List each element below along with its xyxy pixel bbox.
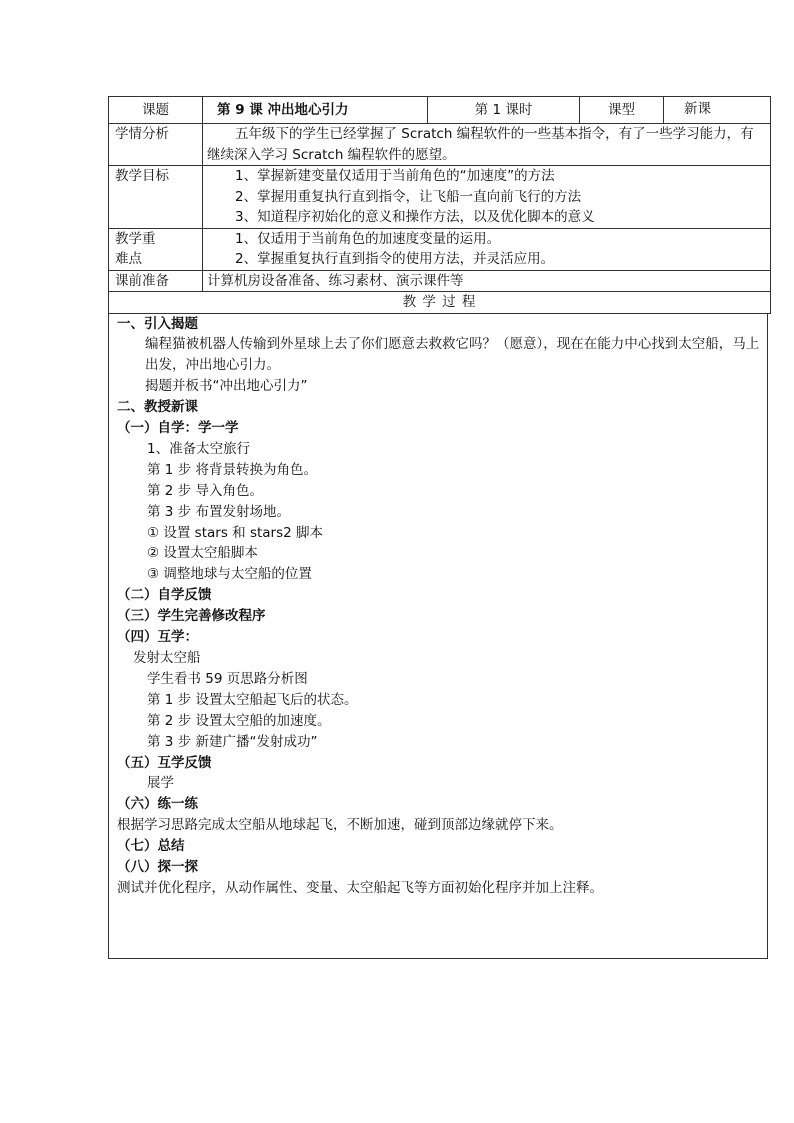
- step-item: 第 2 步 设置太空船的加速度。: [147, 712, 331, 729]
- topic-label: 课题: [109, 97, 203, 124]
- subsection-explore: （八）探一探: [117, 859, 198, 876]
- subsection-improve: （三）学生完善修改程序: [117, 608, 266, 625]
- show-item: 展学: [147, 775, 174, 792]
- goal-item: 2、掌握用重复执行直到指令，让飞船一直向前飞行的方法: [235, 188, 582, 205]
- key-points-label: [109, 228, 203, 270]
- step-item: 第 3 步 新建广播“发射成功”: [147, 733, 318, 750]
- goal-item: 1、掌握新建变量仅适用于当前角色的“加速度”的方法: [235, 168, 555, 184]
- step-item: 第 3 步 布置发射场地。: [147, 503, 290, 520]
- analysis-text: 五年级下的学生已经掌握了 Scratch 编程软件的一些基本指令，有了一些学习能力，有继续深入学习 Scratch 编程软件的愿望。: [203, 124, 771, 166]
- substep-item: ① 设置 stars 和 stars2 脚本: [147, 524, 324, 541]
- key-point-item: 1、仅适用于当前角色的加速度变量的运用。: [235, 230, 501, 247]
- substep-item: ③ 调整地球与太空船的位置: [147, 566, 312, 583]
- substep-item: ② 设置太空船脚本: [147, 545, 258, 562]
- subsection-feedback: （二）自学反馈: [117, 587, 212, 604]
- explore-text: 测试并优化程序，从动作属性、变量、太空船起飞等方面初始化程序并加上注释。: [117, 879, 603, 896]
- goals-label: 教学目标: [109, 166, 203, 229]
- lesson-header-table: [108, 96, 771, 314]
- launch-item: 发射太空船: [133, 650, 201, 666]
- intro-board-note: 揭题并板书“冲出地心引力”: [145, 378, 308, 395]
- goal-item: 3、知道程序初始化的意义和操作方法，以及优化脚本的意义: [235, 209, 595, 225]
- subsection-peer-study: （四）互学：: [117, 629, 198, 646]
- practice-text: 根据学习思路完成太空船从地球起飞，不断加速，碰到顶部边缘就停下来。: [117, 817, 563, 834]
- step-item: 第 1 步 将背景转换为角色。: [147, 461, 317, 478]
- period-value: 第 1 课时: [428, 97, 580, 124]
- subsection-peer-feedback: （五）互学反馈: [117, 754, 212, 771]
- intro-paragraph: 编程猫被机器人传输到外星球上去了你们愿意去救救它吗？（愿意），现在在能力中心找到太空船，马上出发，冲出地心引力。: [145, 336, 760, 374]
- topic-value: [203, 97, 428, 124]
- key-point-item: 2、掌握重复执行直到指令的使用方法，并灵活应用。: [235, 251, 555, 267]
- goals-cell: [203, 166, 771, 229]
- book-item: 学生看书 59 页思路分析图: [147, 670, 308, 687]
- step-item: 第 2 步 导入角色。: [147, 482, 263, 499]
- subsection-practice: （六）练一练: [117, 796, 198, 813]
- analysis-label: 学情分析: [109, 124, 203, 166]
- teaching-process: [108, 314, 768, 959]
- subsection-self-study: （一）自学：学一学: [117, 420, 239, 437]
- key-points-label-line2: 难点: [115, 251, 142, 267]
- step-item: 第 1 步 设置太空船起飞后的状态。: [147, 691, 358, 708]
- process-title: 教 学 过 程: [109, 292, 771, 314]
- prep-text: 计算机房设备准备、练习素材、演示课件等: [203, 270, 771, 292]
- section-new-lesson-title: 二、教授新课: [117, 399, 198, 416]
- key-points-label-line1: 教学重: [115, 230, 156, 247]
- topic-value-text: 第 9 课 冲出地心引力: [217, 102, 349, 118]
- lesson-plan: [108, 96, 770, 959]
- section-intro-title: 一、引入揭题: [117, 315, 198, 332]
- self-study-item: 1、准备太空旅行: [147, 440, 251, 457]
- type-label: 课型: [580, 97, 664, 124]
- subsection-summary: （七）总结: [117, 838, 185, 855]
- prep-label: 课前准备: [109, 270, 203, 292]
- type-value: 新课: [664, 97, 771, 124]
- key-points-cell: [203, 228, 771, 270]
